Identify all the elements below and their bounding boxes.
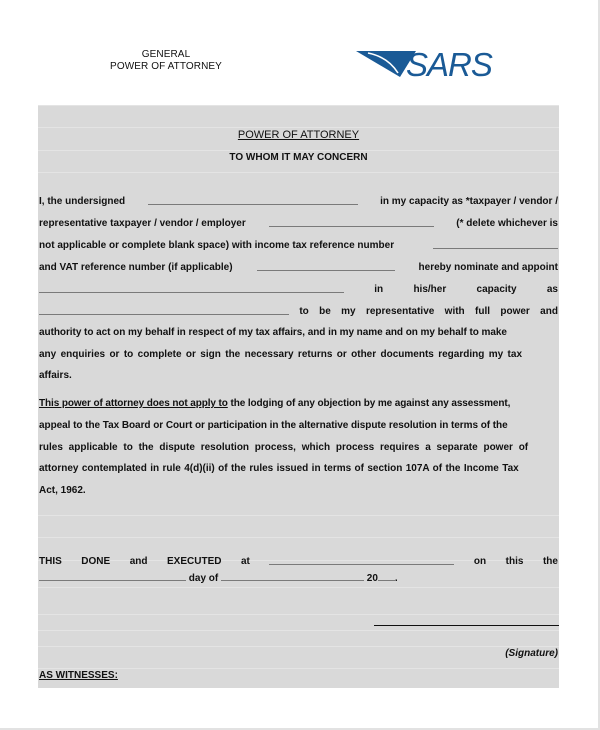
capacity-blank-field[interactable] [269, 218, 434, 227]
para2-line3: rules applicable to the dispute resolution process, which process requires a separate power of [39, 442, 529, 453]
day-blank-field[interactable] [39, 572, 186, 581]
para1-line4: and VAT reference number (if applicable) hereby nominate and appoint [39, 262, 558, 273]
para1-line2: representative taxpayer / vendor / employer (* delete whichever is [39, 218, 558, 229]
para1-line1: I, the undersigned in my capacity as *taxpayer / vendor / [39, 196, 558, 207]
name-blank-field[interactable] [148, 196, 358, 205]
row-divider [38, 150, 559, 151]
vat-ref-blank-field[interactable] [257, 262, 395, 271]
para1-line5: in his/her capacity as [39, 284, 558, 295]
witnesses-label: AS WITNESSES: [39, 670, 118, 681]
row-divider [38, 646, 559, 647]
para1-line3: not applicable or complete blank space) with income tax reference number [39, 240, 558, 251]
row-divider [38, 537, 559, 538]
month-blank-field[interactable] [221, 572, 364, 581]
row-divider [38, 515, 559, 516]
para2-line2: appeal to the Tax Board or Court or participation in the alternative dispute resolution in terms of the [39, 420, 508, 431]
representative-name-blank-field[interactable] [39, 284, 344, 293]
para1-line6: to be my representative with full power and [39, 306, 558, 317]
representative-capacity-blank-field[interactable] [39, 306, 289, 315]
title-line-general: GENERAL [141, 49, 191, 60]
para2-line1: This power of attorney does not apply to the lodging of any objection by me against any assessment, [39, 398, 511, 409]
row-divider [38, 630, 559, 631]
form-subheading: TO WHOM IT MAY CONCERN [229, 152, 368, 163]
para1-line9: affairs. [39, 370, 72, 381]
year-blank-field[interactable] [378, 572, 395, 581]
row-divider [38, 668, 559, 669]
sars-logo-text: SARS [406, 46, 492, 81]
execution-line1: THIS DONE and EXECUTED at on this the [39, 556, 558, 567]
execution-line2: day of 20 . [39, 572, 558, 584]
exclusion-clause-underlined: This power of attorney does not apply to [39, 398, 228, 409]
row-divider [38, 105, 559, 106]
para1-line8: any enquiries or to complete or sign the necessary returns or other documents regarding my tax [39, 349, 523, 360]
place-blank-field[interactable] [269, 556, 454, 565]
row-divider [38, 614, 559, 615]
income-tax-ref-blank-field[interactable] [433, 240, 558, 249]
document-title [100, 49, 232, 73]
form-panel [38, 105, 559, 688]
signature-label: (Signature) [505, 648, 558, 659]
para2-line4: attorney contemplated in rule 4(d)(ii) of the rules issued in terms of section 107A of the Income Tax [39, 463, 519, 474]
sars-logo [354, 45, 514, 81]
row-divider [38, 587, 559, 588]
para1-line7: authority to act on my behalf in respect of my tax affairs, and in my name and on my behalf to make [39, 327, 507, 338]
para2-line5: Act, 1962. [39, 485, 86, 496]
row-divider [38, 172, 559, 173]
form-heading: POWER OF ATTORNEY [237, 129, 360, 141]
title-line-power-of-attorney: POWER OF ATTORNEY [110, 61, 222, 72]
signature-line[interactable] [374, 625, 559, 626]
row-divider [38, 127, 559, 128]
